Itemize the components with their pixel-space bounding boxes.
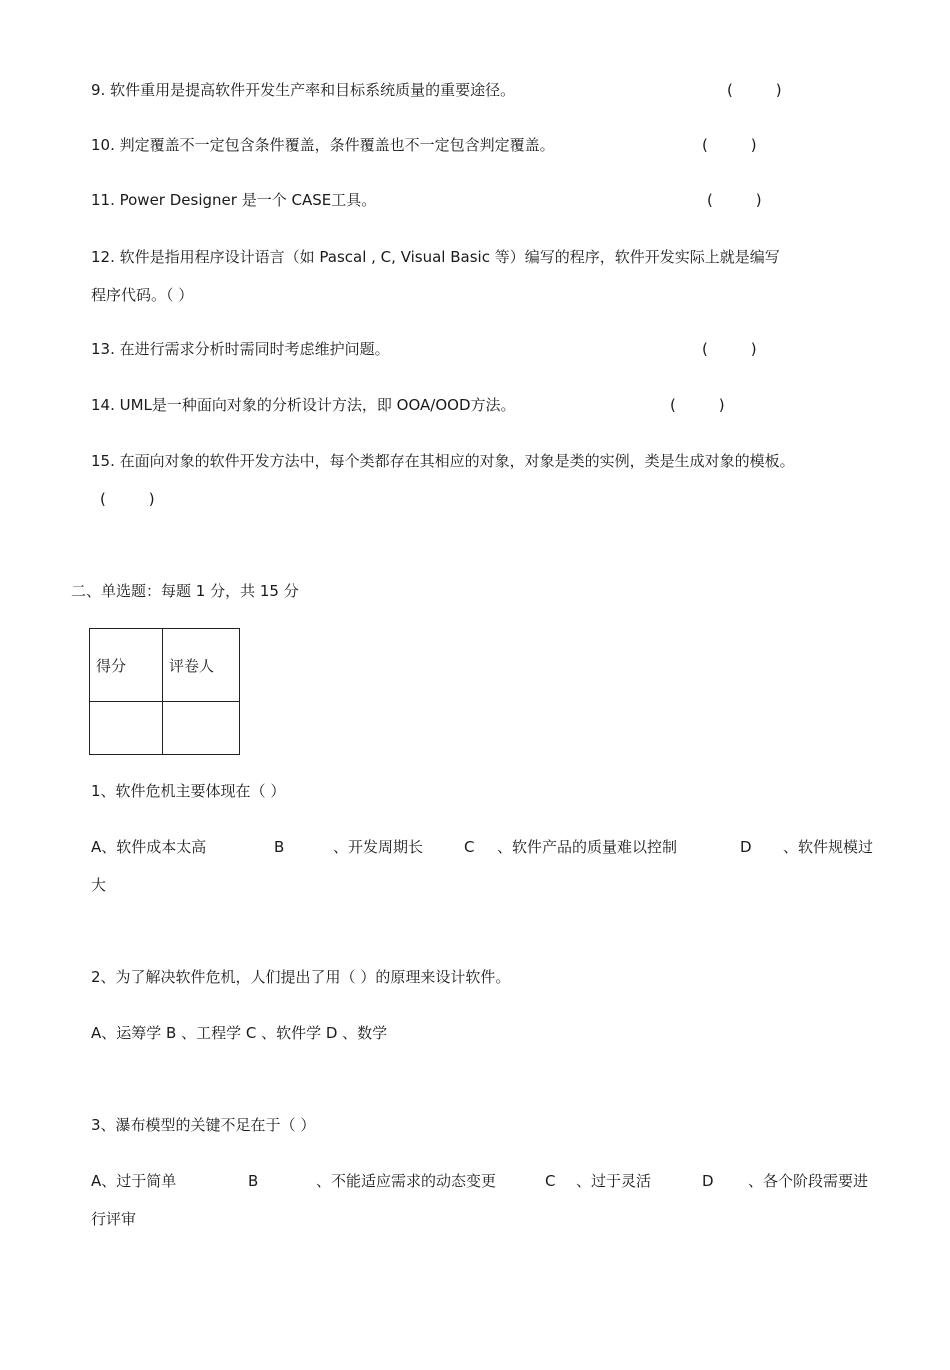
score-cell xyxy=(90,702,163,755)
answer-blank: ( ) xyxy=(100,490,155,508)
answer-blank: ( ) xyxy=(727,81,782,99)
tf-item-9: 9. 软件重用是提高软件开发生产率和目标系统质量的重要途径。 xyxy=(91,81,516,99)
tf-item-12-continued: 程序代码。（ ） xyxy=(91,286,194,304)
option-d-text: 、软件规模过 xyxy=(783,838,874,856)
option-a: A、软件成本太高 xyxy=(91,838,207,856)
option-b-text: 、开发周期长 xyxy=(333,838,424,856)
grader-label: 评卷人 xyxy=(163,629,240,702)
score-label: 得分 xyxy=(90,629,163,702)
option-d-letter: D xyxy=(740,838,752,856)
mc-question-3: 3、瀑布模型的关键不足在于（ ） xyxy=(91,1116,316,1134)
section-heading: 二、单选题：每题 1 分，共 15 分 xyxy=(71,582,299,600)
grader-cell xyxy=(163,702,240,755)
option-continued: 大 xyxy=(91,876,107,894)
option-c-letter: C xyxy=(464,838,475,856)
option-c-text: 、过于灵活 xyxy=(576,1172,652,1190)
option-d-letter: D xyxy=(702,1172,714,1190)
option-d-text: 、各个阶段需要进 xyxy=(748,1172,869,1190)
option-c-text: 、软件产品的质量难以控制 xyxy=(497,838,678,856)
mc-question-1: 1、软件危机主要体现在（ ） xyxy=(91,782,286,800)
mc-question-2: 2、为了解决软件危机，人们提出了用（ ）的原理来设计软件。 xyxy=(91,968,511,986)
option-c-letter: C xyxy=(545,1172,556,1190)
answer-blank: ( ) xyxy=(702,340,757,358)
tf-item-15: 15. 在面向对象的软件开发方法中，每个类都存在其相应的对象，对象是类的实例，类是生成对象的模板。 xyxy=(91,452,795,470)
option-b-letter: B xyxy=(274,838,285,856)
tf-item-11: 11. Power Designer 是一个 CASE工具。 xyxy=(91,191,377,209)
option-continued: 行评审 xyxy=(91,1210,137,1228)
mc-options-2: A、运筹学 B 、工程学 C 、软件学 D 、数学 xyxy=(91,1024,388,1042)
answer-blank: ( ) xyxy=(702,136,757,154)
option-a: A、过于简单 xyxy=(91,1172,177,1190)
option-b-text: 、不能适应需求的动态变更 xyxy=(316,1172,497,1190)
answer-blank: ( ) xyxy=(707,191,762,209)
option-b-letter: B xyxy=(248,1172,259,1190)
answer-blank: ( ) xyxy=(670,396,725,414)
tf-item-10: 10. 判定覆盖不一定包含条件覆盖，条件覆盖也不一定包含判定覆盖。 xyxy=(91,136,555,154)
tf-item-13: 13. 在进行需求分析时需同时考虑维护问题。 xyxy=(91,340,390,358)
score-table xyxy=(89,628,240,755)
tf-item-12: 12. 软件是指用程序设计语言（如 Pascal , C, Visual Basic 等）编写的程序，软件开发实际上就是编写 xyxy=(91,248,780,266)
tf-item-14: 14. UML是一种面向对象的分析设计方法，即 OOA/OOD方法。 xyxy=(91,396,516,414)
